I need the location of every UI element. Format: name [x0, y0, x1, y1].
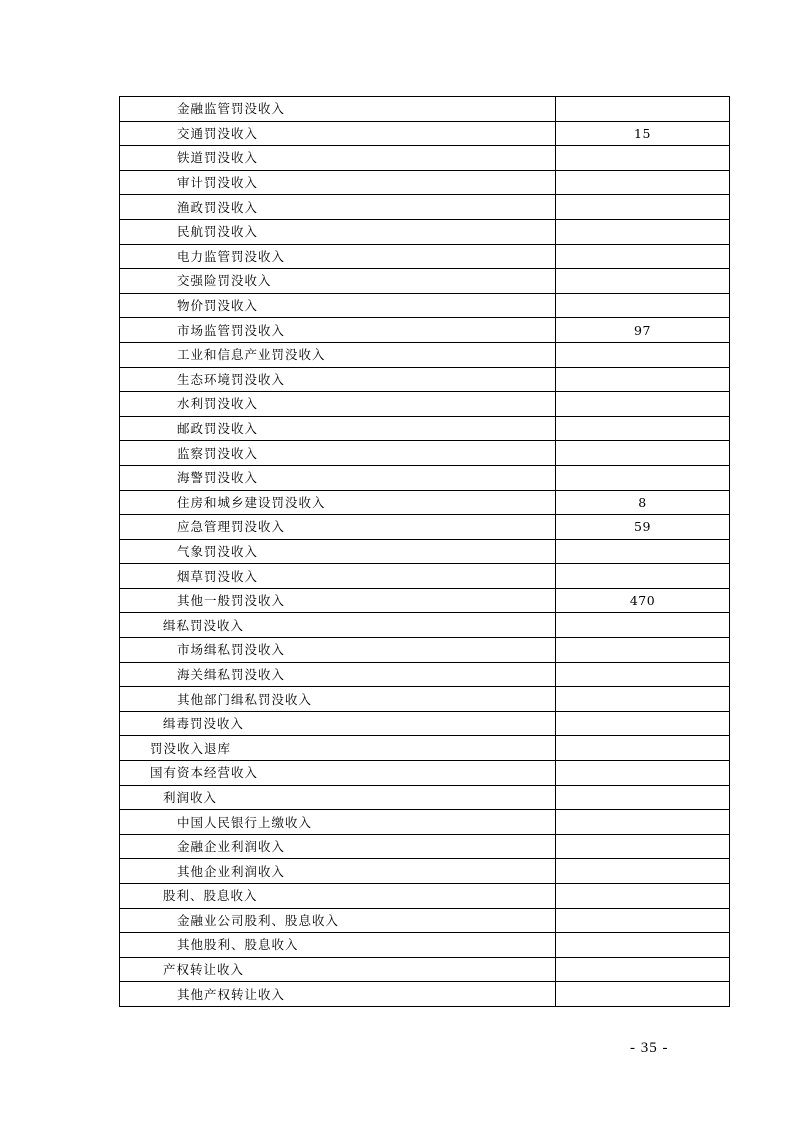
table-row [120, 416, 730, 441]
item-value-cell: 470 [556, 588, 730, 613]
table-row [120, 465, 730, 490]
table-row [120, 269, 730, 294]
item-value-cell: 15 [556, 121, 730, 146]
item-value-cell [556, 342, 730, 367]
table-row [120, 982, 730, 1007]
table-row [120, 687, 730, 712]
item-value-cell: 59 [556, 515, 730, 540]
item-name-cell: 其他一般罚没收入 [120, 588, 556, 613]
table-row [120, 785, 730, 810]
item-value-cell [556, 957, 730, 982]
table-row [120, 933, 730, 958]
item-value-cell [556, 367, 730, 392]
item-name-cell: 海关缉私罚没收入 [120, 662, 556, 687]
item-value-cell [556, 146, 730, 171]
table-row [120, 490, 730, 515]
item-name-cell: 其他产权转让收入 [120, 982, 556, 1007]
item-name-cell: 金融业公司股利、股息收入 [120, 908, 556, 933]
table-row [120, 146, 730, 171]
item-value-cell [556, 834, 730, 859]
item-value-cell [556, 711, 730, 736]
table-row [120, 97, 730, 122]
item-value-cell [556, 219, 730, 244]
item-value-cell [556, 465, 730, 490]
table-row [120, 810, 730, 835]
table-row [120, 711, 730, 736]
item-name-cell: 民航罚没收入 [120, 219, 556, 244]
item-name-cell: 中国人民银行上缴收入 [120, 810, 556, 835]
item-name-cell: 生态环境罚没收入 [120, 367, 556, 392]
table-row [120, 441, 730, 466]
table-row [120, 613, 730, 638]
table-row [120, 367, 730, 392]
item-name-cell: 其他股利、股息收入 [120, 933, 556, 958]
item-name-cell: 金融监管罚没收入 [120, 97, 556, 122]
item-name-cell: 海警罚没收入 [120, 465, 556, 490]
item-name-cell: 物价罚没收入 [120, 293, 556, 318]
revenue-table-body [120, 97, 730, 1007]
item-value-cell: 97 [556, 318, 730, 343]
item-name-cell: 金融企业利润收入 [120, 834, 556, 859]
item-value-cell [556, 662, 730, 687]
item-value-cell [556, 736, 730, 761]
item-value-cell [556, 884, 730, 909]
item-value-cell [556, 539, 730, 564]
item-name-cell: 水利罚没收入 [120, 392, 556, 417]
table-row [120, 515, 730, 540]
item-name-cell: 国有资本经营收入 [120, 761, 556, 786]
item-value-cell [556, 170, 730, 195]
item-name-cell: 其他部门缉私罚没收入 [120, 687, 556, 712]
table-row [120, 834, 730, 859]
table-row [120, 244, 730, 269]
item-value-cell [556, 293, 730, 318]
item-value-cell: 8 [556, 490, 730, 515]
table-row [120, 564, 730, 589]
item-value-cell [556, 810, 730, 835]
item-name-cell: 审计罚没收入 [120, 170, 556, 195]
item-name-cell: 股利、股息收入 [120, 884, 556, 909]
item-name-cell: 交强险罚没收入 [120, 269, 556, 294]
table-row [120, 342, 730, 367]
item-name-cell: 缉私罚没收入 [120, 613, 556, 638]
item-name-cell: 渔政罚没收入 [120, 195, 556, 220]
item-value-cell [556, 859, 730, 884]
table-row [120, 884, 730, 909]
item-name-cell: 监察罚没收入 [120, 441, 556, 466]
table-row [120, 588, 730, 613]
table-row [120, 195, 730, 220]
item-value-cell [556, 97, 730, 122]
item-name-cell: 气象罚没收入 [120, 539, 556, 564]
item-name-cell: 其他企业利润收入 [120, 859, 556, 884]
table-row [120, 957, 730, 982]
item-name-cell: 利润收入 [120, 785, 556, 810]
item-value-cell [556, 761, 730, 786]
item-value-cell [556, 613, 730, 638]
table-row [120, 859, 730, 884]
item-value-cell [556, 687, 730, 712]
table-row [120, 121, 730, 146]
table-row [120, 318, 730, 343]
item-value-cell [556, 564, 730, 589]
item-value-cell [556, 908, 730, 933]
item-name-cell: 铁道罚没收入 [120, 146, 556, 171]
item-value-cell [556, 416, 730, 441]
item-name-cell: 邮政罚没收入 [120, 416, 556, 441]
item-name-cell: 工业和信息产业罚没收入 [120, 342, 556, 367]
table-row [120, 662, 730, 687]
item-name-cell: 交通罚没收入 [120, 121, 556, 146]
table-row [120, 908, 730, 933]
table-row [120, 293, 730, 318]
page-number: - 35 - [630, 1040, 669, 1056]
item-value-cell [556, 441, 730, 466]
item-name-cell: 住房和城乡建设罚没收入 [120, 490, 556, 515]
table-row [120, 761, 730, 786]
item-value-cell [556, 244, 730, 269]
revenue-table [119, 96, 730, 1007]
item-value-cell [556, 392, 730, 417]
item-name-cell: 电力监管罚没收入 [120, 244, 556, 269]
item-value-cell [556, 195, 730, 220]
item-value-cell [556, 638, 730, 663]
item-value-cell [556, 933, 730, 958]
item-name-cell: 产权转让收入 [120, 957, 556, 982]
item-name-cell: 缉毒罚没收入 [120, 711, 556, 736]
table-row [120, 219, 730, 244]
item-name-cell: 市场缉私罚没收入 [120, 638, 556, 663]
table-row [120, 170, 730, 195]
item-name-cell: 应急管理罚没收入 [120, 515, 556, 540]
table-row [120, 638, 730, 663]
table-row [120, 736, 730, 761]
item-name-cell: 罚没收入退库 [120, 736, 556, 761]
table-row [120, 392, 730, 417]
item-value-cell [556, 982, 730, 1007]
item-value-cell [556, 269, 730, 294]
item-value-cell [556, 785, 730, 810]
table-row [120, 539, 730, 564]
item-name-cell: 烟草罚没收入 [120, 564, 556, 589]
item-name-cell: 市场监管罚没收入 [120, 318, 556, 343]
